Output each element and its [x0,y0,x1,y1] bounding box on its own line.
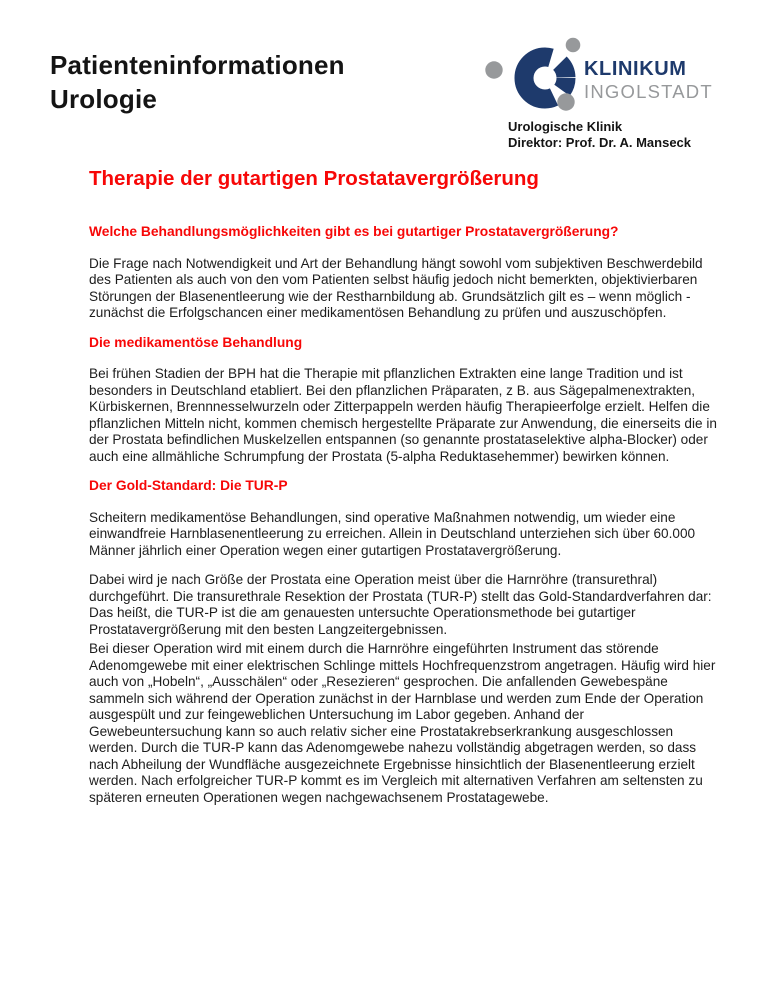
clinic-name: Urologische Klinik [508,119,623,134]
klinikum-logo-icon [485,37,583,111]
section-heading: Die medikamentöse Behandlung [89,334,303,350]
paragraph: Bei frühen Stadien der BPH hat die Therapie mit pflanzlichen Extrakten eine lange Tradition und ist besonders in Deutschland etabliert. Bei den pflanzlichen Präparaten, z B. aus Sägepalmenextrakten, Kürbiskernen, Brennnesselwurzeln oder Zitterpappeln werden häufig Therapieerfolge erzielt. Helfen die pflanzlichen Mitteln nicht, kommen chemisch hergestellte Präparate zur Anwendung, die einerseits die in der Prostata befindlichen Muskelzellen entspannen (so genannte prostataselektive alpha-Blocker) oder auch eine allmähliche Schrumpfung der Prostata (5-alpha Reduktasehemmer) bewirken können. [89,366,717,464]
clinic-brand [584,58,713,102]
clinic-director: Direktor: Prof. Dr. A. Manseck [508,134,692,150]
section-heading: Welche Behandlungsmöglichkeiten gibt es bei gutartiger Prostatavergrößerung? [89,224,619,239]
paragraph: Bei dieser Operation wird mit einem durch die Harnröhre eingeführten Instrument das störende Adenomgewebe mit einer elektrischen Schlinge mittels Hochfrequenzstrom angetragen. Häufig wird hier auch von „Hobeln“, „Ausschälen“ oder „Resezieren“ gesprochen. Die anfallenden Gewebespäne sammeln sich während der Operation zunächst in der Harnblase und werden zum Ende der Operation ausgespült und zur feingeweblichen Untersuchung im Labor gegeben. Anhand der Gewebeuntersuchung kann so auch relativ sicher eine Prostatakrebserkrankung ausgeschlossen werden. Durch die TUR-P kann das Adenomgewebe nahezu vollständig abgetragen werden, so dass nach Abheilung der Wundfläche ausgezeichnete Ergebnisse hinsichtlich der Blasenentleerung erzielt werden. Nach erfolgreicher TUR-P kommt es im Vergleich mit alternativen Verfahren am seltensten zu späteren erneuten Operationen wegen nachgewachsenem Prostatagewebe. [89,641,716,805]
document-title: Therapie der gutartigen Prostatavergrößerung [89,167,539,190]
logo-dot-top [566,38,581,53]
page-title-line2: Urologie [50,84,158,114]
paragraph: Dabei wird je nach Größe der Prostata eine Operation meist über die Harnröhre (transurethral) durchgeführt. Die transurethrale Resektion der Prostata (TUR-P) stellt das Gold-Standardverfahren dar: Das heißt, die TUR-P ist die am genauesten untersuchte Operationsmethode bei gutartiger Prostatavergrößerung mit den besten Langzeitergebnissen. [89,572,712,637]
brand-name-klinikum: KLINIKUM [584,58,687,80]
paragraph: Scheitern medikamentöse Behandlungen, sind operative Maßnahmen notwendig, um wieder eine einwandfreie Harnblasenentleerung zu erreichen. Allein in Deutschland unterziehen sich über 60.000 Männer jährlich einer Operation wegen einer gutartigen Prostatavergrößerung. [89,509,696,558]
brand-name-ingolstadt: INGOLSTADT [584,81,713,102]
page-title [50,48,345,116]
logo-dot-left [485,61,502,78]
section-medikamentoese-behandlung [89,335,717,466]
logo-ring [524,57,566,99]
page-title-line1: Patienteninformationen [50,50,345,80]
section-gold-standard-tur-p [89,478,717,806]
section-heading: Der Gold-Standard: Die TUR-P [89,478,288,493]
paragraph: Die Frage nach Notwendigkeit und Art der Behandlung hängt sowohl vom subjektiven Beschwerdebild des Patienten als auch von den vom Patienten selbst häufig jedoch nicht bemerkten, objektivierbaren Störungen der Blasenentleerung wie der Restharnbildung ab. Grundsätzlich gilt es – wenn möglich - zunächst die Erfolgschancen einer medikamentösen Behandlung zu prüfen und auszuschöpfen. [89,255,703,320]
clinic-info [508,119,691,150]
document-content [89,167,717,819]
section-behandlungsmoeglichkeiten [89,224,717,322]
logo-dot-bottom [557,93,574,110]
